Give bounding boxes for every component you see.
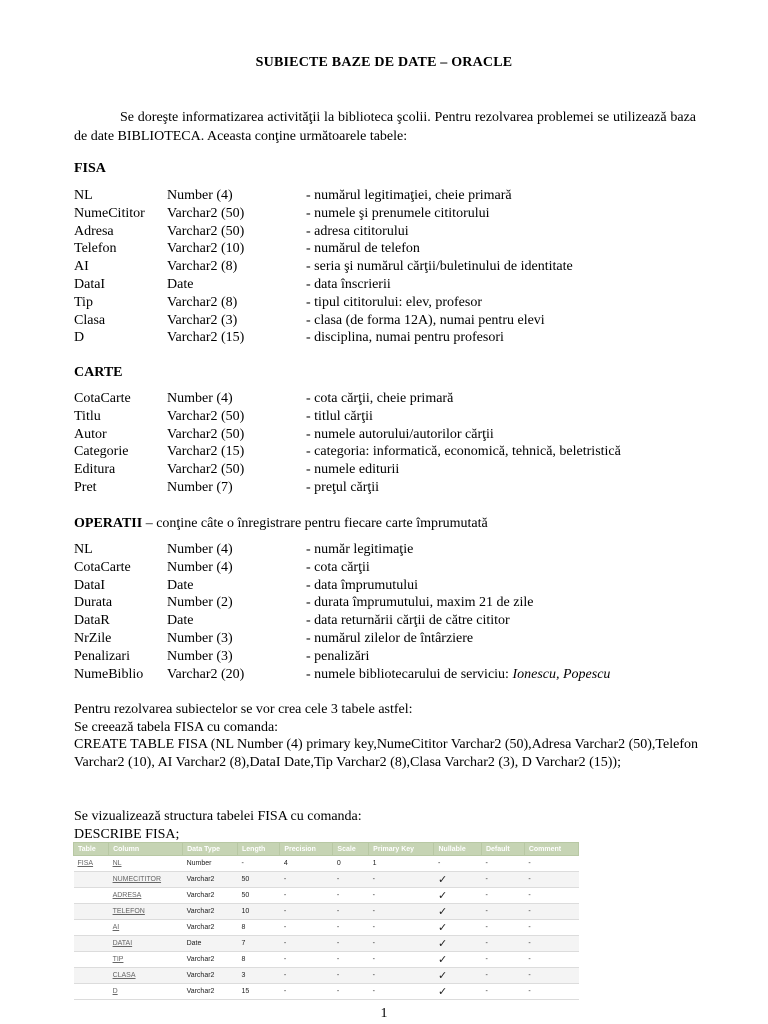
table-cell: - — [369, 968, 434, 984]
field-row: CotaCarte Number (4) - cota cărţii — [74, 559, 370, 575]
table-cell: - — [524, 968, 578, 984]
column-header: Comment — [524, 843, 578, 856]
table-cell — [74, 952, 109, 968]
table-cell[interactable]: ADRESA — [109, 888, 183, 904]
table-cell: - — [481, 968, 524, 984]
field-row: DataI Date - data înscrierii — [74, 276, 391, 292]
table-cell: - — [333, 984, 369, 1000]
instruction-line: Pentru rezolvarea subiectelor se vor crea cele 3 tabele astfel: — [74, 702, 413, 717]
table-cell: Varchar2 — [183, 888, 238, 904]
table-cell: - — [280, 904, 333, 920]
table-cell: ✓ — [434, 904, 481, 920]
field-row: Clasa Varchar2 (3) - clasa (de forma 12A), numai pentru elevi — [74, 312, 545, 328]
table-cell: - — [333, 904, 369, 920]
field-row: Telefon Varchar2 (10) - numărul de telefon — [74, 241, 420, 257]
table-cell: ✓ — [434, 936, 481, 952]
table-cell: ✓ — [434, 888, 481, 904]
table-row — [74, 888, 579, 904]
table-cell[interactable]: D — [109, 984, 183, 1000]
table-cell: - — [280, 984, 333, 1000]
table-row — [74, 968, 579, 984]
field-row: Autor Varchar2 (50) - numele autorului/autorilor cărţii — [74, 426, 494, 442]
table-cell: - — [333, 920, 369, 936]
operatii-heading: OPERATII – conţine câte o înregistrare pentru fiecare carte împrumutată — [74, 516, 488, 531]
table-cell[interactable]: TIP — [109, 952, 183, 968]
table-cell: - — [280, 872, 333, 888]
fisa-heading: FISA — [74, 161, 106, 176]
field-row: AI Varchar2 (8) - seria şi numărul cărţii/buletinului de identitate — [74, 259, 573, 275]
column-header: Scale — [333, 843, 369, 856]
column-header: Data Type — [183, 843, 238, 856]
table-cell: ✓ — [434, 952, 481, 968]
describe-table — [73, 842, 579, 1000]
table-cell: 8 — [238, 952, 280, 968]
table-cell: - — [333, 888, 369, 904]
field-row: Pret Number (7) - preţul cărţii — [74, 479, 380, 495]
table-cell: - — [369, 920, 434, 936]
table-cell: 15 — [238, 984, 280, 1000]
table-cell: - — [280, 968, 333, 984]
table-cell — [74, 872, 109, 888]
table-cell: - — [481, 904, 524, 920]
table-cell: - — [481, 952, 524, 968]
operatii-fields — [74, 541, 704, 683]
table-cell: - — [369, 888, 434, 904]
table-cell: Date — [183, 936, 238, 952]
table-cell: 4 — [280, 856, 333, 872]
table-cell: 7 — [238, 936, 280, 952]
table-cell: - — [280, 920, 333, 936]
table-cell — [74, 888, 109, 904]
field-row: Categorie Varchar2 (15) - categoria: informatică, economică, tehnică, beletristică — [74, 444, 621, 460]
table-cell: Number — [183, 856, 238, 872]
table-row — [74, 936, 579, 952]
table-cell: - — [524, 872, 578, 888]
table-cell: ✓ — [434, 920, 481, 936]
table-cell: - — [369, 936, 434, 952]
instruction-line: Se creează tabela FISA cu comanda: — [74, 719, 279, 735]
table-cell: - — [369, 984, 434, 1000]
table-cell: Varchar2 — [183, 968, 238, 984]
column-header: Table — [74, 843, 109, 856]
table-cell: - — [481, 888, 524, 904]
column-header: Precision — [280, 843, 333, 856]
page-number: 1 — [380, 1006, 388, 1021]
carte-fields — [74, 390, 704, 497]
table-cell: - — [524, 888, 578, 904]
field-row: DataI Date - data împrumutului — [74, 577, 418, 593]
table-cell: 10 — [238, 904, 280, 920]
table-cell: - — [369, 904, 434, 920]
table-cell: 0 — [333, 856, 369, 872]
instructions-paragraph — [74, 701, 704, 771]
field-row: Adresa Varchar2 (50) - adresa cititorului — [74, 223, 409, 239]
field-row: Tip Varchar2 (8) - tipul cititorului: elev, profesor — [74, 294, 482, 310]
table-cell: - — [524, 920, 578, 936]
table-cell[interactable]: FISA — [74, 856, 109, 872]
table-cell — [74, 904, 109, 920]
column-header: Length — [238, 843, 280, 856]
table-cell[interactable]: NL — [109, 856, 183, 872]
table-cell: - — [481, 936, 524, 952]
create-command: CREATE TABLE FISA (NL Number (4) primary key,NumeCititor Varchar2 (50),Adresa Varchar2 (50),Telefon Varchar2 (10), AI Varchar2 (8),DataI Date,Tip Varchar2 (8),Clasa Varchar2 (3), D Varchar2 (15)); — [74, 737, 698, 770]
field-row: NumeBiblio Varchar2 (20) - numele bibliotecarului de serviciu: Ionescu, Popescu — [74, 666, 611, 682]
table-cell[interactable]: NUMECITITOR — [109, 872, 183, 888]
table-cell[interactable]: AI — [109, 920, 183, 936]
table-cell: - — [524, 904, 578, 920]
table-cell: - — [280, 952, 333, 968]
document-title: SUBIECTE BAZE DE DATE – ORACLE — [255, 55, 513, 70]
field-row: NrZile Number (3) - numărul zilelor de întârziere — [74, 630, 474, 646]
table-cell: - — [333, 968, 369, 984]
field-row: Editura Varchar2 (50) - numele editurii — [74, 462, 400, 478]
table-cell: - — [524, 856, 578, 872]
table-cell: - — [333, 872, 369, 888]
field-row: NumeCititor Varchar2 (50) - numele şi prenumele cititorului — [74, 205, 490, 221]
field-row: NL Number (4) - numărul legitimaţiei, cheie primară — [74, 188, 512, 203]
table-cell — [74, 936, 109, 952]
table-cell: - — [481, 856, 524, 872]
table-cell: - — [333, 952, 369, 968]
table-cell[interactable]: DATAI — [109, 936, 183, 952]
table-cell: - — [280, 888, 333, 904]
table-cell: - — [238, 856, 280, 872]
table-cell[interactable]: TELEFON — [109, 904, 183, 920]
describe-paragraph — [74, 808, 704, 843]
carte-heading: CARTE — [74, 365, 123, 380]
table-row — [74, 872, 579, 888]
table-cell: Varchar2 — [183, 872, 238, 888]
table-cell: - — [481, 984, 524, 1000]
column-header: Nullable — [434, 843, 481, 856]
table-row — [74, 904, 579, 920]
field-row: Titlu Varchar2 (50) - titlul cărţii — [74, 408, 373, 424]
table-cell: - — [524, 936, 578, 952]
table-cell — [74, 984, 109, 1000]
table-cell: ✓ — [434, 984, 481, 1000]
table-cell: 50 — [238, 888, 280, 904]
table-cell: - — [280, 936, 333, 952]
column-header: Default — [481, 843, 524, 856]
field-row: NL Number (4) - număr legitimaţie — [74, 542, 414, 557]
table-cell: - — [524, 984, 578, 1000]
table-cell: - — [481, 920, 524, 936]
describe-command: DESCRIBE FISA; — [74, 826, 180, 842]
table-cell: - — [434, 856, 481, 872]
table-cell[interactable]: CLASA — [109, 968, 183, 984]
field-row: Penalizari Number (3) - penalizări — [74, 648, 370, 664]
intro-text: Se doreşte informatizarea activităţii la biblioteca şcolii. Pentru rezolvarea problemei se utilizează baza de date BIBLIOTECA. Aceasta conţine următoarele tabele: — [74, 110, 696, 144]
field-row: D Varchar2 (15) - disciplina, numai pentru profesori — [74, 330, 504, 346]
field-row: CotaCarte Number (4) - cota cărţii, cheie primară — [74, 391, 454, 406]
table-cell: - — [524, 952, 578, 968]
table-cell: ✓ — [434, 872, 481, 888]
table-row — [74, 984, 579, 1000]
table-cell: - — [369, 952, 434, 968]
fisa-fields — [74, 187, 704, 347]
instruction-line: Se vizualizează structura tabelei FISA cu comanda: — [74, 809, 362, 824]
field-row: DataR Date - data returnării cărţii de către cititor — [74, 613, 510, 629]
table-cell: 50 — [238, 872, 280, 888]
table-cell: - — [333, 936, 369, 952]
table-row — [74, 952, 579, 968]
table-cell: Varchar2 — [183, 904, 238, 920]
table-cell: 3 — [238, 968, 280, 984]
table-cell — [74, 968, 109, 984]
table-cell: ✓ — [434, 968, 481, 984]
table-cell: 8 — [238, 920, 280, 936]
table-row — [74, 856, 579, 872]
table-cell: 1 — [369, 856, 434, 872]
table-cell: Varchar2 — [183, 920, 238, 936]
table-cell: - — [369, 872, 434, 888]
field-row: Durata Number (2) - durata împrumutului, maxim 21 de zile — [74, 595, 534, 611]
table-row — [74, 920, 579, 936]
table-cell: - — [481, 872, 524, 888]
table-cell: Varchar2 — [183, 952, 238, 968]
table-cell: Varchar2 — [183, 984, 238, 1000]
column-header: Column — [109, 843, 183, 856]
table-cell — [74, 920, 109, 936]
intro-paragraph — [74, 108, 696, 146]
column-header: Primary Key — [369, 843, 434, 856]
table-header-row — [74, 843, 579, 856]
